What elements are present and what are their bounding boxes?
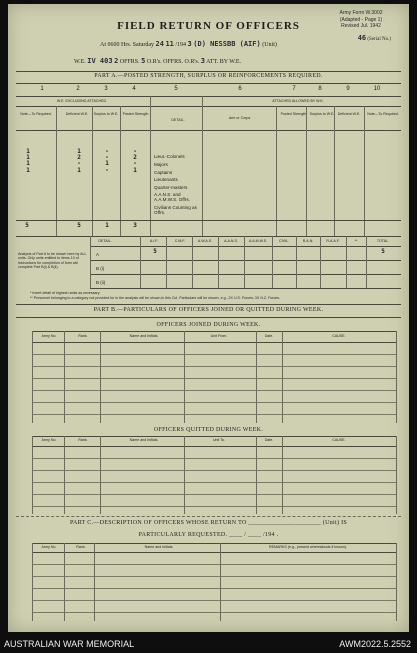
joined-head-army-no: Army No. [41, 334, 57, 338]
part-b-title: PART B.—PARTICULARS OF OFFICERS JOINED OR QUITTED DURING WEEK. [93, 307, 324, 313]
date-day: 24 [155, 40, 164, 48]
quitted-head-rank: Rank. [78, 438, 88, 442]
col-number-5: 5 [174, 86, 178, 92]
quitted-head-rule [32, 436, 397, 437]
at-hours-label: At 0600 Hrs. Saturday [100, 42, 154, 48]
rank-aans: A.A.N.S. and A.A.M.W.S. Offrs. [154, 191, 190, 202]
quitted-col-line [282, 436, 283, 514]
part-c-cut-line [16, 516, 401, 517]
ors2-label: O.R's. [184, 59, 200, 65]
serial-value: 46 [357, 34, 367, 42]
date-year: /194 [175, 42, 187, 48]
unit-label: (Unit) [262, 42, 277, 48]
col-line [276, 106, 277, 236]
analysis-col-line [192, 236, 193, 288]
rank-captains: Captains [154, 169, 173, 175]
col-number-3: 3 [104, 86, 108, 92]
group-right-label: ATTACHED ALLOWED BY W.E. [272, 99, 324, 103]
analysis-rule [90, 274, 401, 275]
part-c-col-line [94, 543, 95, 621]
archive-footer [0, 636, 417, 653]
quitted-title: OFFICERS QUITTED DURING WEEK. [153, 427, 264, 433]
analysis-head-awas: A.W.A.S. [197, 239, 213, 243]
col-line [334, 106, 335, 236]
analysis-head-detail: DETAIL. [98, 239, 112, 243]
part-c-col-line [396, 543, 397, 621]
joined-col-line [32, 331, 33, 423]
analysis-head-aif: A.I.F. [149, 239, 159, 243]
part-a-rule [16, 83, 401, 84]
part-c-head-name: Name and Initials. [144, 545, 174, 549]
head-deficient-left: Deficient W.E. [65, 112, 89, 116]
part-a-number-rule [16, 96, 401, 97]
part-c-col-line [32, 543, 33, 621]
col-line [202, 96, 203, 236]
analysis-note: Analysis of Part A to be shown here by ALL units. Only units entitled to items 10 of instructions for completion of form will complete Part B(i) & B(ii). [18, 252, 87, 269]
analysis-head-rule [90, 246, 401, 247]
col3-marks: - - 1 - [105, 148, 109, 174]
serial-number [358, 34, 391, 42]
head-surplus-left: Surplus to W.E. [93, 112, 119, 116]
joined-col-line [100, 331, 101, 423]
analysis-col-line [272, 236, 273, 288]
quitted-col-line [64, 436, 65, 514]
quitted-head-name: Name and Initials. [129, 438, 159, 442]
joined-title: OFFICERS JOINED DURING WEEK. [156, 322, 261, 328]
we-label: W.E. [74, 59, 86, 65]
col1-marks: 1 1 1 1 [26, 148, 30, 174]
part-b-rule-top [16, 304, 401, 305]
analysis-head-other: ** [354, 239, 358, 243]
joined-col-line [64, 331, 65, 423]
col-number-4: 4 [132, 86, 136, 92]
part-c-head-rule [32, 543, 397, 544]
footnote-1: * Insert detail of highest ranks as necessary. [30, 291, 101, 295]
analysis-aif-value: 5 [153, 248, 157, 255]
head-to-required-right: Note—To Required. [367, 112, 399, 116]
offrs-label: OFFRS. [119, 59, 140, 65]
head-detail: DETAIL. [171, 118, 185, 122]
col-line [364, 106, 365, 236]
totals-rule [16, 220, 401, 221]
offrs2-label: OFFRS. [163, 59, 183, 65]
rank-lt-col: Lieut.-Colonels [154, 154, 185, 159]
serial-label: (Serial No.) [367, 37, 391, 42]
quitted-head-cause: CAUSE. [332, 438, 346, 442]
analysis-col-line [218, 236, 219, 288]
part-c-date-tail: /194 [262, 532, 275, 538]
head-arm-corps: Arm or Corps. [228, 116, 252, 120]
analysis-col-line [90, 236, 91, 288]
analysis-col-line [296, 236, 297, 288]
part-c-rows [32, 564, 397, 624]
col-line [306, 106, 307, 236]
analysis-col-line [366, 236, 367, 288]
quitted-head-date: Date. [264, 438, 274, 442]
analysis-head-aamws: A.A.M.W.S. [248, 239, 268, 243]
analysis-col-line [320, 236, 321, 288]
we-line [74, 57, 241, 65]
form-title: FIELD RETURN OF OFFICERS [117, 20, 300, 32]
col-number-9: 9 [346, 86, 350, 92]
return-date-line [100, 40, 277, 48]
col1-total: 5 [25, 222, 29, 229]
col-line [92, 106, 93, 236]
joined-head-rule [32, 331, 397, 332]
part-a-rule-top [16, 71, 401, 72]
rank-majors: Majors [154, 161, 168, 167]
quitted-col-line [256, 436, 257, 514]
part-a-title: PART A.—POSTED STRENGTH, SURPLUS OR REINFORCEMENTS REQUIRED. [94, 73, 323, 79]
col3-total: 1 [105, 222, 109, 229]
rank-lieutenants: Lieutenants [154, 177, 178, 183]
rank-civilians: Civilians Counting as Offrs. [154, 204, 197, 215]
footnote-2: ** Personnel belonging to a category not provided for in the analysis will be shown in this Col. Particulars will be shown, e.g., 2X U.S. Forces; 3X N.Z. Forces. [30, 296, 281, 300]
analysis-head-total: TOTAL. [376, 239, 390, 243]
col4-marks: - 2 - 1 [133, 148, 137, 174]
part-a-bottom-rule [16, 236, 401, 237]
group-label-rule [16, 106, 401, 107]
col-line [120, 106, 121, 236]
unit-handwritten: (D) NESSBB (AIF) [193, 40, 261, 48]
ors-label: O.R's. [146, 59, 162, 65]
analysis-head-ran: R.A.N. [302, 239, 314, 243]
part-c-head-remarks: REMARKS (e.g., present whereabouts if known). [269, 545, 347, 549]
year-digit: 3 [187, 40, 192, 48]
analysis-head-raaf: R.A.A.F. [326, 239, 340, 243]
analysis-col-line [140, 236, 141, 288]
joined-col-line [184, 331, 185, 423]
col-line [150, 96, 151, 236]
part-c-head-bottom [32, 552, 397, 553]
part-c-col-line [64, 543, 65, 621]
ors2-value: 3 [200, 57, 205, 65]
quitted-col-line [396, 436, 397, 514]
part-c-requested-line: PARTICULARLY REQUESTED. ____ / ____ /194 . [138, 532, 279, 538]
part-c-col-line [220, 543, 221, 621]
joined-col-line [256, 331, 257, 423]
quitted-head-bottom [32, 446, 397, 447]
joined-head-cause: CAUSE. [332, 334, 346, 338]
quitted-rows [32, 458, 397, 518]
form-sheet [8, 4, 409, 632]
part-c-title-line: PART C.—DESCRIPTION OF OFFICERS WHOSE RETURN TO ______________________ (Unit) IS [69, 520, 348, 526]
rank-list [154, 153, 202, 215]
analysis-col-line [346, 236, 347, 288]
quitted-col-line [100, 436, 101, 514]
col-number-10: 10 [373, 86, 381, 92]
form-revised: Revised Jul. 1942 [341, 23, 381, 29]
part-c-unit-is: (Unit) IS [322, 520, 348, 526]
col-number-8: 8 [318, 86, 322, 92]
part-c-head-army-no: Army No. [41, 545, 57, 549]
we-value: IV 403 [87, 57, 113, 65]
col2-total: 5 [77, 222, 81, 229]
analysis-col-line [166, 236, 167, 288]
analysis-rule [90, 288, 401, 289]
form-number: Army Form W.3002 [339, 10, 383, 16]
analysis-head-civil: CIVIL. [279, 239, 289, 243]
date-month: 11 [165, 40, 174, 48]
col-number-1: 1 [40, 86, 44, 92]
head-to-required-left: Note—To Required. [20, 112, 52, 116]
head-posted-right: Posted Strength. [280, 112, 308, 116]
analysis-rule [90, 260, 401, 261]
analysis-row-a: A [96, 252, 100, 257]
analysis-row-bi: B (i) [96, 266, 105, 271]
header-bottom-rule [16, 130, 401, 131]
part-c-requested: PARTICULARLY REQUESTED. [138, 532, 228, 538]
joined-col-line [396, 331, 397, 423]
joined-rows [32, 354, 397, 426]
analysis-head-cmf: C.M.F. [174, 239, 186, 243]
joined-col-line [282, 331, 283, 423]
head-posted-left: Posted Strength. [122, 112, 150, 116]
quitted-col-line [32, 436, 33, 514]
joined-head-bottom [32, 342, 397, 343]
part-c-title: PART C.—DESCRIPTION OF OFFICERS WHOSE RETURN TO [69, 520, 247, 526]
quitted-col-line [184, 436, 185, 514]
footer-institution: AUSTRALIAN WAR MEMORIAL [4, 639, 135, 649]
col-number-6: 6 [238, 86, 242, 92]
form-adapted: (Adapted - Page 1) [339, 16, 383, 23]
joined-head-name: Name and Initials. [129, 334, 159, 338]
col-number-7: 7 [292, 86, 296, 92]
att-label: ATT. BY W.E. [206, 59, 241, 65]
ors-value: 5 [141, 57, 146, 65]
joined-head-unit-from: Unit From. [210, 334, 228, 338]
head-surplus-right: Surplus to W.E. [309, 112, 335, 116]
col2-marks: 1 2 - 1 [77, 148, 81, 174]
group-left-label: W.E. EXCLUDING ATTACHED. [56, 99, 108, 103]
col-number-2: 2 [76, 86, 80, 92]
offrs-value: 2 [114, 57, 119, 65]
col4-total: 3 [133, 222, 137, 229]
footer-accession: AWM2022.5.2552 [339, 639, 411, 649]
rank-qm: Quarter-masters [154, 185, 188, 191]
analysis-row-bii: B (ii) [96, 280, 106, 285]
joined-head-rank: Rank. [78, 334, 88, 338]
analysis-total-value: 5 [381, 248, 385, 255]
quitted-head-unit-to: Unit To. [212, 438, 226, 442]
part-b-rule [16, 317, 401, 318]
analysis-head-aans: A.A.N.S. [224, 239, 238, 243]
col-line [56, 106, 57, 236]
head-deficient-right: Deficient W.E. [337, 112, 361, 116]
analysis-col-line [244, 236, 245, 288]
quitted-head-army-no: Army No. [41, 438, 57, 442]
joined-head-date: Date. [264, 334, 274, 338]
part-c-head-rank: Rank. [76, 545, 86, 549]
